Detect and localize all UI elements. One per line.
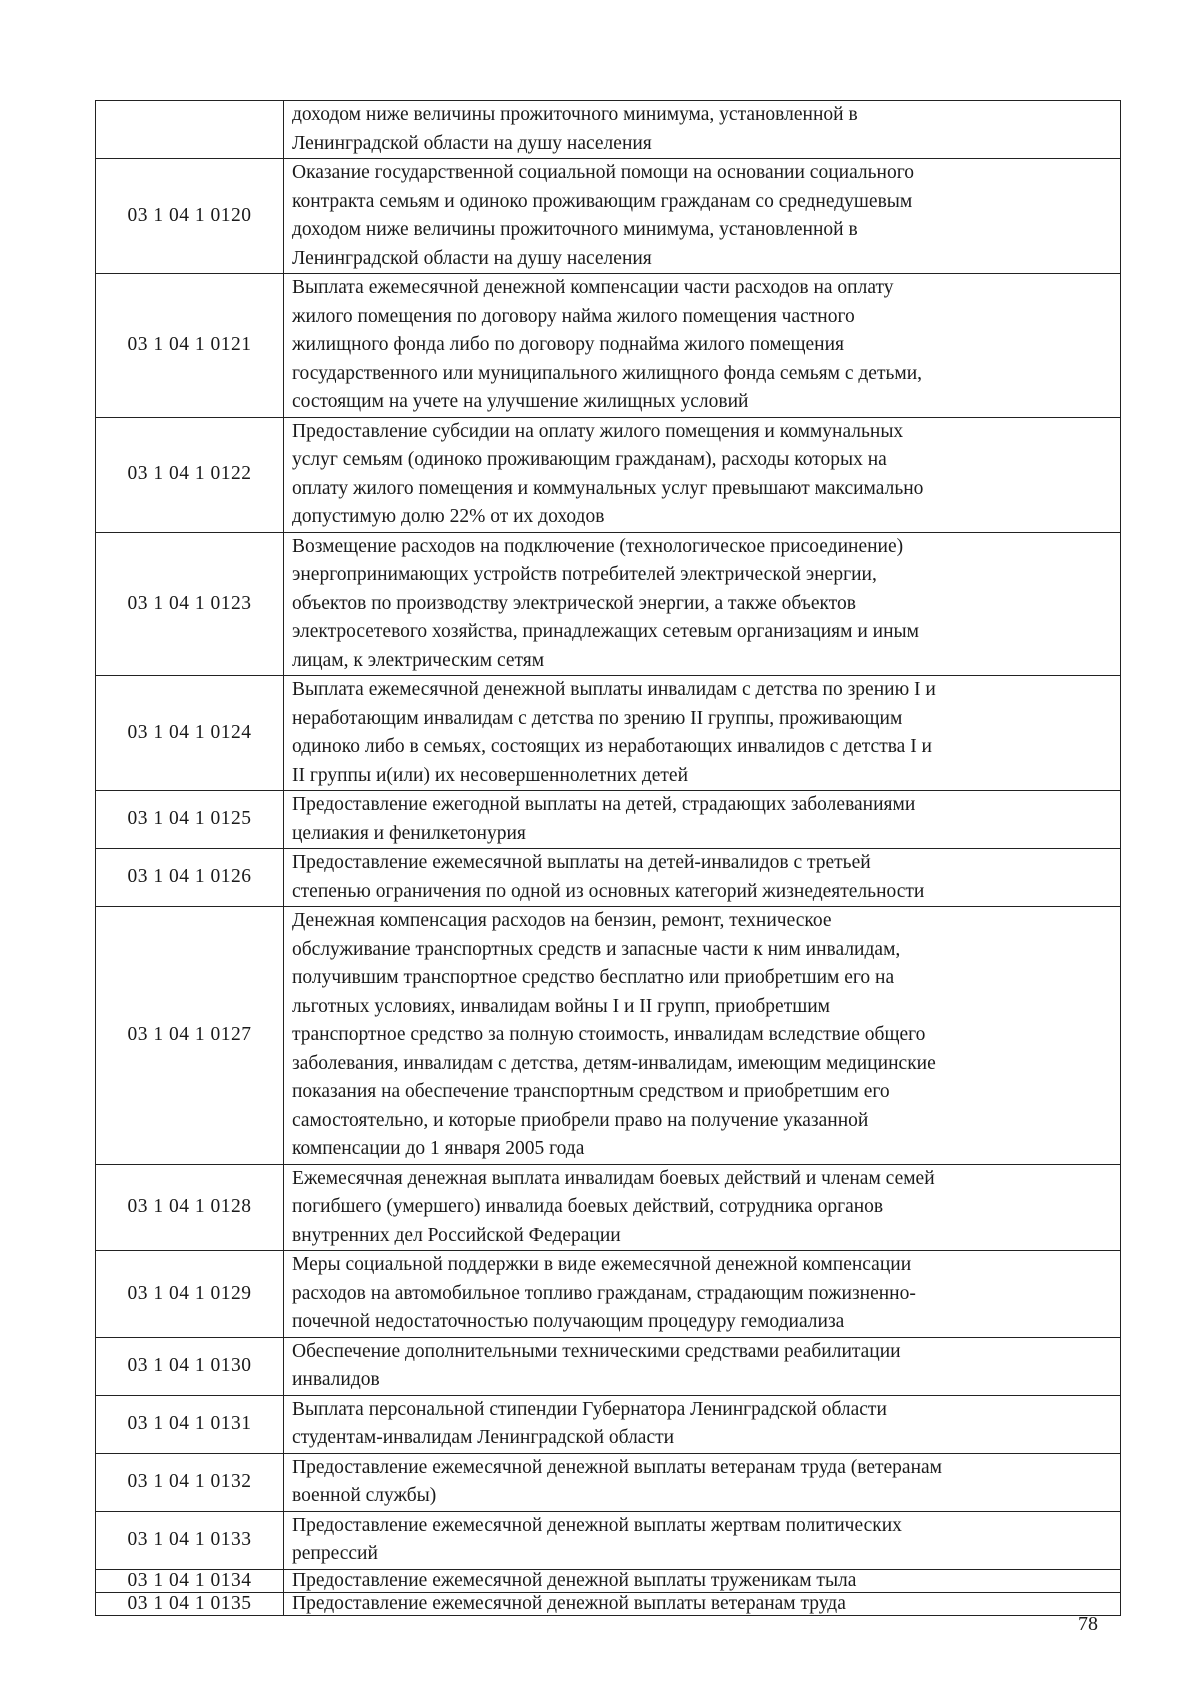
- table-row: [96, 676, 1121, 791]
- description-line: получившим транспортное средство бесплатно или приобретшим его на: [292, 967, 895, 988]
- table-row: [96, 1569, 1121, 1592]
- description-line: доходом ниже величины прожиточного минимума, установленной в: [292, 104, 858, 125]
- description-line: услуг семьям (одиноко проживающим гражданам), расходы которых на: [292, 449, 887, 470]
- budget-code-cell: [96, 101, 284, 159]
- description-line: самостоятельно, и которые приобрели право на получение указанной: [292, 1109, 869, 1131]
- budget-code-cell: 03 1 04 1 0126: [96, 849, 284, 907]
- description-cell: [284, 849, 1121, 907]
- description-line: энергопринимающих устройств потребителей электрической энергии,: [292, 564, 877, 585]
- description-line: неработающим инвалидам с детства по зрению II группы, проживающим: [292, 707, 903, 729]
- description-line: погибшего (умершего) инвалида боевых действий, сотрудника органов: [292, 1196, 884, 1217]
- table-row: [96, 1453, 1121, 1511]
- description-line: заболевания, инвалидам с детства, детям-инвалидам, имеющим медицинские: [292, 1052, 936, 1074]
- description-line: допустимую долю 22% от их доходов: [292, 506, 605, 527]
- description-line: Выплата ежемесячной денежной выплаты инвалидам с детства по зрению I и: [292, 679, 936, 700]
- table-row: [96, 1592, 1121, 1615]
- description-cell: [284, 1164, 1121, 1251]
- budget-code-cell: 03 1 04 1 0130: [96, 1337, 284, 1395]
- table-row: [96, 1251, 1121, 1338]
- description-cell: [284, 417, 1121, 532]
- table-row: [96, 1395, 1121, 1453]
- description-line: Предоставление ежемесячной денежной выплаты ветеранам труда: [292, 1592, 846, 1614]
- description-line: одиноко либо в семьях, состоящих из неработающих инвалидов с детства I и: [292, 736, 932, 757]
- description-line: репрессий: [292, 1543, 378, 1564]
- description-line: студентам-инвалидам Ленинградской области: [292, 1427, 675, 1448]
- description-cell: [284, 676, 1121, 791]
- description-line: Предоставление ежемесячной денежной выплаты ветеранам труда (ветеранам: [292, 1456, 943, 1478]
- description-line: транспортное средство за полную стоимость, инвалидам вследствие общего: [292, 1024, 926, 1045]
- table-row: [96, 159, 1121, 274]
- description-line: льготных условиях, инвалидам войны I и II групп, приобретшим: [292, 995, 831, 1017]
- description-line: Предоставление ежемесячной выплаты на детей-инвалидов с третьей: [292, 852, 871, 873]
- description-line: лицам, к электрическим сетям: [292, 649, 545, 671]
- description-line: расходов на автомобильное топливо гражданам, страдающим пожизненно-: [292, 1282, 916, 1304]
- budget-code-cell: 03 1 04 1 0128: [96, 1164, 284, 1251]
- budget-code-cell: 03 1 04 1 0131: [96, 1395, 284, 1453]
- description-line: Ленинградской области на душу населения: [292, 132, 652, 154]
- budget-code-cell: 03 1 04 1 0133: [96, 1511, 284, 1569]
- budget-code-cell: 03 1 04 1 0120: [96, 159, 284, 274]
- budget-code-cell: 03 1 04 1 0122: [96, 417, 284, 532]
- description-line: Выплата персональной стипендии Губернатора Ленинградской области: [292, 1398, 887, 1420]
- description-line: контракта семьям и одиноко проживающим гражданам со среднедушевым: [292, 190, 913, 212]
- budget-code-cell: 03 1 04 1 0135: [96, 1592, 284, 1615]
- description-cell: [284, 791, 1121, 849]
- description-line: Меры социальной поддержки в виде ежемесячной денежной компенсации: [292, 1254, 912, 1275]
- description-line: Ежемесячная денежная выплата инвалидам боевых действий и членам семей: [292, 1167, 935, 1189]
- description-line: Возмещение расходов на подключение (технологическое присоединение): [292, 535, 904, 557]
- description-cell: [284, 907, 1121, 1165]
- table-row: [96, 417, 1121, 532]
- description-cell: [284, 1511, 1121, 1569]
- description-cell: [284, 1569, 1121, 1592]
- table-row: [96, 1511, 1121, 1569]
- description-line: внутренних дел Российской Федерации: [292, 1224, 621, 1246]
- budget-code-cell: 03 1 04 1 0123: [96, 532, 284, 676]
- budget-codes-table: [95, 100, 1121, 1616]
- description-line: Ленинградской области на душу населения: [292, 247, 652, 269]
- description-line: оплату жилого помещения и коммунальных услуг превышают максимально: [292, 477, 924, 499]
- description-line: Предоставление субсидии на оплату жилого помещения и коммунальных: [292, 420, 904, 442]
- description-line: электросетевого хозяйства, принадлежащих сетевым организациям и иным: [292, 621, 919, 642]
- budget-codes-table-wrapper: [95, 100, 1120, 1616]
- description-cell: [284, 1395, 1121, 1453]
- page-number: 78: [1078, 1613, 1098, 1635]
- description-line: Обеспечение дополнительными техническими средствами реабилитации: [292, 1340, 901, 1362]
- description-line: почечной недостаточностью получающим процедуру гемодиализа: [292, 1311, 845, 1332]
- description-line: Предоставление ежегодной выплаты на детей, страдающих заболеваниями: [292, 794, 916, 815]
- description-line: компенсации до 1 января 2005 года: [292, 1138, 585, 1159]
- table-row: [96, 101, 1121, 159]
- description-line: Выплата ежемесячной денежной компенсации части расходов на оплату: [292, 277, 894, 298]
- table-row: [96, 791, 1121, 849]
- description-line: состоящим на учете на улучшение жилищных условий: [292, 391, 749, 412]
- description-line: доходом ниже величины прожиточного минимума, установленной в: [292, 219, 858, 240]
- description-line: жилого помещения по договору найма жилого помещения частного: [292, 305, 855, 327]
- budget-code-cell: 03 1 04 1 0121: [96, 274, 284, 418]
- description-cell: [284, 1337, 1121, 1395]
- description-line: II группы и(или) их несовершеннолетних детей: [292, 764, 689, 786]
- description-line: инвалидов: [292, 1369, 380, 1390]
- table-row: [96, 532, 1121, 676]
- description-line: целиакия и фенилкетонурия: [292, 822, 526, 844]
- description-line: военной службы): [292, 1485, 437, 1506]
- description-cell: [284, 101, 1121, 159]
- description-cell: [284, 1453, 1121, 1511]
- budget-code-cell: 03 1 04 1 0127: [96, 907, 284, 1165]
- table-row: [96, 849, 1121, 907]
- description-line: жилищного фонда либо по договору поднайма жилого помещения: [292, 334, 844, 355]
- description-line: Оказание государственной социальной помощи на основании социального: [292, 162, 914, 183]
- description-cell: [284, 1251, 1121, 1338]
- budget-code-cell: 03 1 04 1 0134: [96, 1569, 284, 1592]
- description-line: Предоставление ежемесячной денежной выплаты жертвам политических: [292, 1514, 902, 1536]
- description-line: государственного или муниципального жилищного фонда семьям с детьми,: [292, 362, 923, 384]
- table-body: [96, 101, 1121, 1616]
- budget-code-cell: 03 1 04 1 0125: [96, 791, 284, 849]
- budget-code-cell: 03 1 04 1 0129: [96, 1251, 284, 1338]
- description-line: объектов по производству электрической энергии, а также объектов: [292, 592, 856, 614]
- budget-code-cell: 03 1 04 1 0132: [96, 1453, 284, 1511]
- description-cell: [284, 532, 1121, 676]
- description-cell: [284, 159, 1121, 274]
- description-cell: [284, 1592, 1121, 1615]
- description-line: Предоставление ежемесячной денежной выплаты труженикам тыла: [292, 1569, 857, 1591]
- table-row: [96, 274, 1121, 418]
- description-line: степенью ограничения по одной из основных категорий жизнедеятельности: [292, 880, 925, 902]
- description-line: Денежная компенсация расходов на бензин, ремонт, техническое: [292, 910, 832, 931]
- table-row: [96, 1337, 1121, 1395]
- table-row: [96, 1164, 1121, 1251]
- description-line: показания на обеспечение транспортным средством и приобретшим его: [292, 1081, 890, 1102]
- budget-code-cell: 03 1 04 1 0124: [96, 676, 284, 791]
- description-line: обслуживание транспортных средств и запасные части к ним инвалидам,: [292, 938, 901, 960]
- table-row: [96, 907, 1121, 1165]
- description-cell: [284, 274, 1121, 418]
